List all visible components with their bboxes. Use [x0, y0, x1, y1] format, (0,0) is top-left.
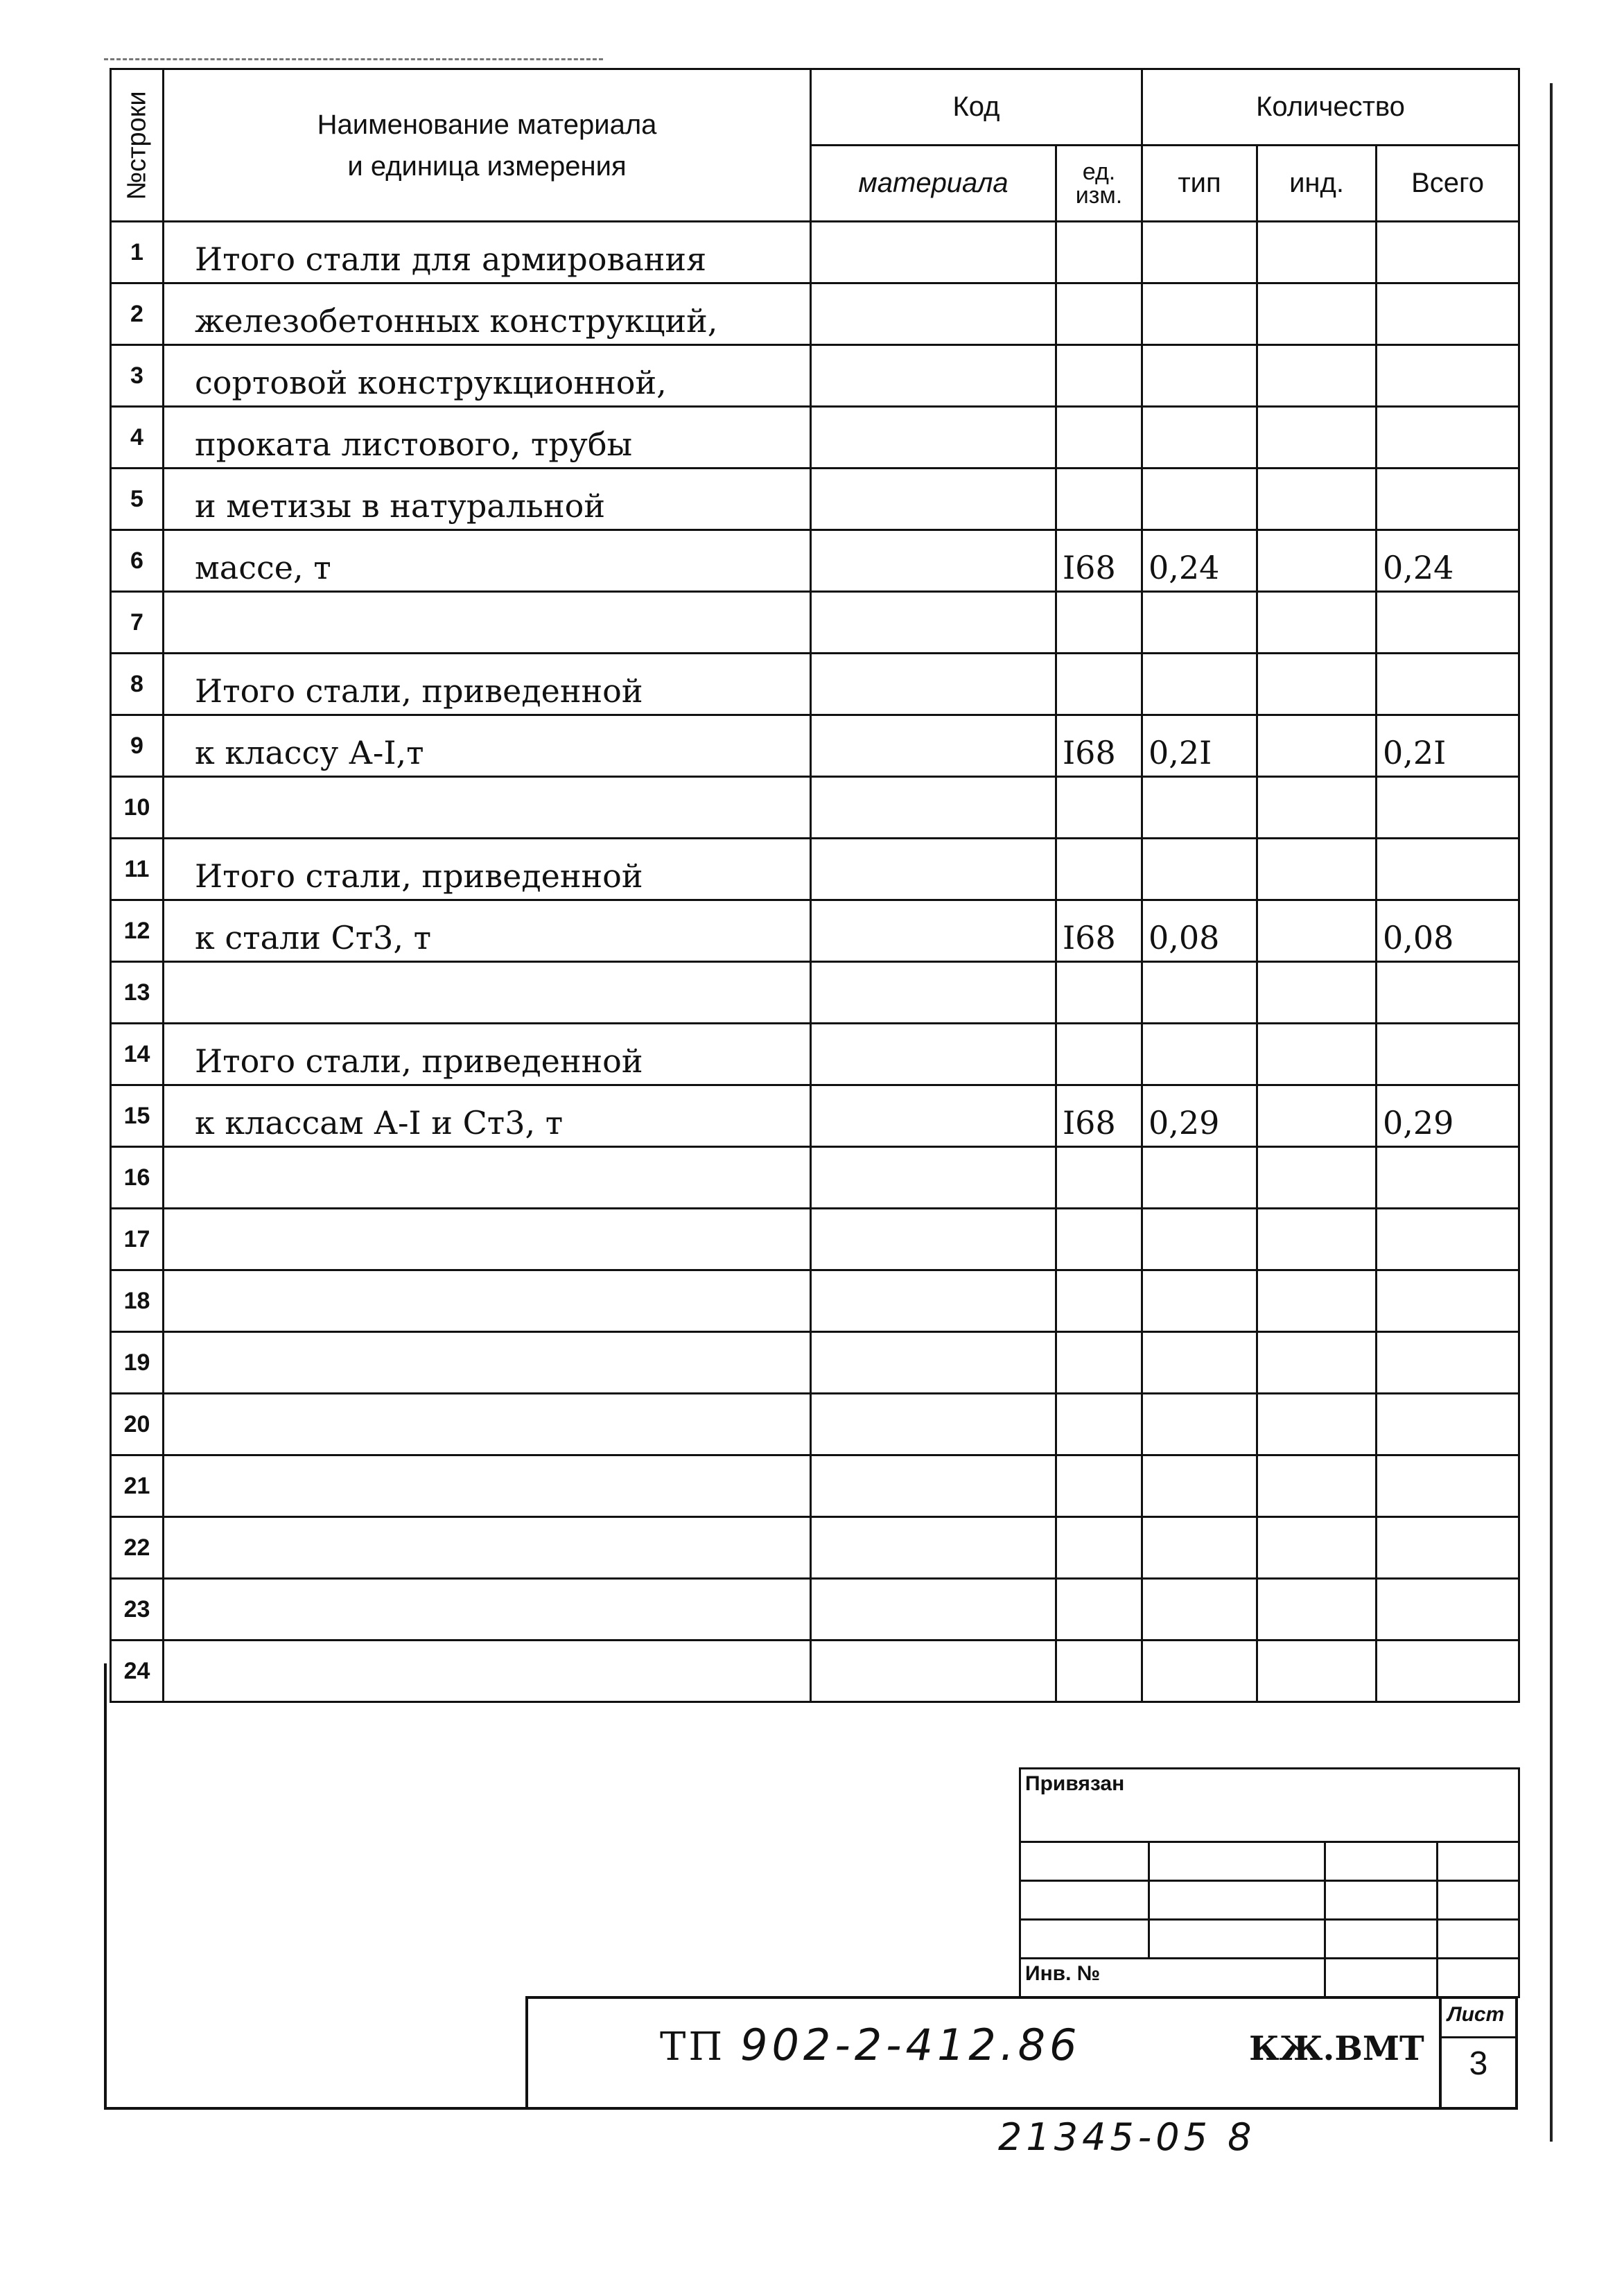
cell-material-code — [811, 407, 1056, 469]
cell-qty-type — [1142, 839, 1257, 900]
cell-material-code — [811, 530, 1056, 592]
cell-unit-code: I68 — [1056, 530, 1142, 592]
cell-qty-total — [1377, 1517, 1519, 1579]
table-row — [111, 1579, 1519, 1641]
header-code: Код — [811, 69, 1142, 146]
cell-row-number: 24 — [111, 1641, 164, 1702]
table-row — [111, 283, 1519, 345]
cell-material-code — [811, 1270, 1056, 1332]
table-row — [111, 900, 1519, 962]
cell-material-name: Итого стали, приведенной — [164, 1024, 811, 1085]
cell-row-number: 6 — [111, 530, 164, 592]
header-qty-individual: инд. — [1257, 146, 1377, 222]
cell-material-name — [164, 962, 811, 1024]
cell-qty-type — [1142, 592, 1257, 654]
table-row — [111, 962, 1519, 1024]
table-body — [111, 222, 1519, 1702]
cell-material-code — [811, 839, 1056, 900]
cell-qty-total — [1377, 1209, 1519, 1270]
table-row — [111, 654, 1519, 715]
cell-qty-individual — [1257, 1147, 1377, 1209]
cell-qty-individual — [1257, 1455, 1377, 1517]
cell-material-code — [811, 654, 1056, 715]
cell-unit-code — [1056, 1332, 1142, 1394]
cell-unit-code — [1056, 654, 1142, 715]
title-block — [525, 1996, 1518, 2110]
cell-qty-type — [1142, 1455, 1257, 1517]
header-unit-line1: ед. — [1082, 158, 1116, 185]
cell-material-name: к стали Ст3, т — [164, 900, 811, 962]
cell-material-name — [164, 1394, 811, 1455]
cell-material-code — [811, 1147, 1056, 1209]
cell-qty-total — [1377, 1455, 1519, 1517]
cell-material-code — [811, 777, 1056, 839]
cell-material-name — [164, 777, 811, 839]
binding-stamp — [1019, 1767, 1518, 1996]
header-unit-line2: изм. — [1075, 182, 1123, 209]
header-qty-type: тип — [1142, 146, 1257, 222]
cell-unit-code — [1056, 222, 1142, 283]
cell-material-code — [811, 469, 1056, 530]
cell-unit-code: I68 — [1056, 715, 1142, 777]
cell-material-name — [164, 1517, 811, 1579]
material-table — [110, 68, 1520, 1703]
table-row — [111, 777, 1519, 839]
top-scan-dashes — [104, 58, 603, 60]
header-qty-total: Всего — [1377, 146, 1519, 222]
cell-unit-code — [1056, 1579, 1142, 1641]
cell-material-name — [164, 1270, 811, 1332]
header-material-name — [164, 69, 811, 222]
cell-material-code — [811, 1209, 1056, 1270]
header-code-unit — [1056, 146, 1142, 222]
cell-qty-total — [1377, 592, 1519, 654]
cell-qty-total — [1377, 654, 1519, 715]
cell-qty-total — [1377, 777, 1519, 839]
cell-unit-code — [1056, 469, 1142, 530]
cell-qty-individual — [1257, 222, 1377, 283]
cell-unit-code — [1056, 1394, 1142, 1455]
stamp-grid — [1019, 1767, 1520, 1998]
cell-qty-individual — [1257, 1085, 1377, 1147]
cell-row-number: 22 — [111, 1517, 164, 1579]
cell-qty-type: 0,08 — [1142, 900, 1257, 962]
cell-qty-total — [1377, 1024, 1519, 1085]
cell-material-name: сортовой конструкционной, — [164, 345, 811, 407]
cell-qty-individual — [1257, 839, 1377, 900]
cell-unit-code — [1056, 1147, 1142, 1209]
table-row — [111, 1394, 1519, 1455]
cell-qty-total: 0,2I — [1377, 715, 1519, 777]
cell-material-name — [164, 1455, 811, 1517]
cell-qty-type: 0,29 — [1142, 1085, 1257, 1147]
header-name-line1: Наименование материала — [317, 109, 657, 140]
table-row — [111, 715, 1519, 777]
cell-row-number: 3 — [111, 345, 164, 407]
table-row — [111, 1024, 1519, 1085]
cell-unit-code — [1056, 1209, 1142, 1270]
cell-row-number: 16 — [111, 1147, 164, 1209]
cell-row-number: 14 — [111, 1024, 164, 1085]
cell-qty-total — [1377, 1579, 1519, 1641]
cell-qty-total — [1377, 407, 1519, 469]
cell-material-name — [164, 1147, 811, 1209]
table-row — [111, 1085, 1519, 1147]
cell-row-number: 15 — [111, 1085, 164, 1147]
right-margin-line — [1550, 83, 1553, 2142]
cell-qty-total — [1377, 345, 1519, 407]
cell-unit-code: I68 — [1056, 900, 1142, 962]
cell-material-name: массе, т — [164, 530, 811, 592]
cell-qty-type: 0,24 — [1142, 530, 1257, 592]
document-code — [660, 2020, 1081, 2070]
cell-qty-individual — [1257, 900, 1377, 962]
cell-qty-individual — [1257, 283, 1377, 345]
cell-unit-code: I68 — [1056, 1085, 1142, 1147]
cell-qty-total — [1377, 222, 1519, 283]
cell-row-number: 7 — [111, 592, 164, 654]
cell-material-name: проката листового, трубы — [164, 407, 811, 469]
cell-row-number: 19 — [111, 1332, 164, 1394]
cell-qty-total — [1377, 469, 1519, 530]
document-mark: КЖ.ВМТ — [1249, 2029, 1424, 2068]
cell-qty-type — [1142, 777, 1257, 839]
cell-qty-type — [1142, 222, 1257, 283]
cell-material-code — [811, 900, 1056, 962]
cell-qty-total — [1377, 1147, 1519, 1209]
table-row — [111, 1147, 1519, 1209]
sheet-label: Лист — [1447, 2003, 1505, 2026]
table-row — [111, 1270, 1519, 1332]
cell-qty-individual — [1257, 777, 1377, 839]
cell-unit-code — [1056, 592, 1142, 654]
cell-qty-type — [1142, 1024, 1257, 1085]
cell-qty-individual — [1257, 715, 1377, 777]
cell-unit-code — [1056, 1024, 1142, 1085]
table-row — [111, 592, 1519, 654]
table-row — [111, 222, 1519, 283]
cell-qty-type — [1142, 654, 1257, 715]
cell-qty-individual — [1257, 1024, 1377, 1085]
cell-material-code — [811, 1024, 1056, 1085]
cell-qty-individual — [1257, 469, 1377, 530]
header-name-line2: и единица измерения — [347, 150, 627, 182]
cell-material-code — [811, 222, 1056, 283]
cell-qty-total: 0,29 — [1377, 1085, 1519, 1147]
cell-material-name: железобетонных конструкций, — [164, 283, 811, 345]
cell-unit-code — [1056, 839, 1142, 900]
cell-unit-code — [1056, 1270, 1142, 1332]
cell-qty-type — [1142, 1517, 1257, 1579]
cell-unit-code — [1056, 1517, 1142, 1579]
archive-number: 21345-05 8 — [998, 2115, 1256, 2159]
cell-qty-individual — [1257, 1270, 1377, 1332]
cell-qty-total — [1377, 962, 1519, 1024]
cell-qty-total — [1377, 1332, 1519, 1394]
cell-qty-type — [1142, 962, 1257, 1024]
cell-unit-code — [1056, 1455, 1142, 1517]
cell-material-code — [811, 592, 1056, 654]
cell-material-code — [811, 715, 1056, 777]
cell-material-name — [164, 1332, 811, 1394]
cell-row-number: 11 — [111, 839, 164, 900]
cell-material-code — [811, 283, 1056, 345]
cell-qty-total: 0,24 — [1377, 530, 1519, 592]
cell-material-name: к классу А-I,т — [164, 715, 811, 777]
cell-unit-code — [1056, 407, 1142, 469]
cell-row-number: 23 — [111, 1579, 164, 1641]
cell-row-number: 9 — [111, 715, 164, 777]
cell-unit-code — [1056, 345, 1142, 407]
sheet-box — [1439, 1999, 1515, 2110]
cell-material-code — [811, 1455, 1056, 1517]
table-row — [111, 1332, 1519, 1394]
cell-qty-total — [1377, 283, 1519, 345]
cell-material-name — [164, 592, 811, 654]
table-row — [111, 407, 1519, 469]
cell-qty-type — [1142, 1579, 1257, 1641]
document-code-number: 902-2-412.86 — [740, 2020, 1081, 2070]
cell-material-name: к классам А-I и Ст3, т — [164, 1085, 811, 1147]
sheet-number: 3 — [1469, 2045, 1488, 2082]
cell-material-code — [811, 345, 1056, 407]
stamp-attached: Привязан — [1020, 1769, 1519, 1842]
cell-row-number: 18 — [111, 1270, 164, 1332]
cell-material-code — [811, 1332, 1056, 1394]
cell-qty-total — [1377, 839, 1519, 900]
header-quantity: Количество — [1142, 69, 1519, 146]
cell-qty-total: 0,08 — [1377, 900, 1519, 962]
cell-qty-type — [1142, 1270, 1257, 1332]
table-row — [111, 1517, 1519, 1579]
cell-qty-individual — [1257, 1332, 1377, 1394]
cell-qty-individual — [1257, 1394, 1377, 1455]
cell-row-number: 4 — [111, 407, 164, 469]
cell-qty-type — [1142, 469, 1257, 530]
cell-row-number: 17 — [111, 1209, 164, 1270]
cell-qty-type — [1142, 345, 1257, 407]
sheet-divider — [1442, 2036, 1515, 2038]
cell-material-code — [811, 1517, 1056, 1579]
table-row — [111, 1209, 1519, 1270]
header-code-material: материала — [811, 146, 1056, 222]
cell-qty-individual — [1257, 530, 1377, 592]
cell-qty-individual — [1257, 1209, 1377, 1270]
cell-row-number: 2 — [111, 283, 164, 345]
table-row — [111, 469, 1519, 530]
cell-material-name: и метизы в натуральной — [164, 469, 811, 530]
cell-material-code — [811, 1394, 1056, 1455]
cell-qty-type — [1142, 283, 1257, 345]
cell-material-name — [164, 1579, 811, 1641]
cell-material-code — [811, 1579, 1056, 1641]
cell-qty-type: 0,2I — [1142, 715, 1257, 777]
cell-material-code — [811, 962, 1056, 1024]
cell-qty-type — [1142, 1394, 1257, 1455]
cell-unit-code — [1056, 962, 1142, 1024]
cell-row-number: 5 — [111, 469, 164, 530]
table-row — [111, 1455, 1519, 1517]
cell-qty-type — [1142, 1332, 1257, 1394]
header-row-number-text: №строки — [122, 90, 151, 200]
cell-row-number: 10 — [111, 777, 164, 839]
cell-unit-code — [1056, 283, 1142, 345]
cell-qty-individual — [1257, 1579, 1377, 1641]
table-row — [111, 345, 1519, 407]
cell-qty-individual — [1257, 407, 1377, 469]
cell-row-number: 21 — [111, 1455, 164, 1517]
table-row — [111, 839, 1519, 900]
cell-qty-type — [1142, 407, 1257, 469]
cell-material-name: Итого стали для армирования — [164, 222, 811, 283]
cell-material-name: Итого стали, приведенной — [164, 654, 811, 715]
cell-qty-individual — [1257, 1517, 1377, 1579]
cell-row-number: 12 — [111, 900, 164, 962]
cell-row-number: 8 — [111, 654, 164, 715]
cell-qty-individual — [1257, 592, 1377, 654]
cell-qty-type — [1142, 1147, 1257, 1209]
cell-qty-total — [1377, 1270, 1519, 1332]
document-code-prefix: ТП — [660, 2024, 726, 2070]
cell-row-number: 20 — [111, 1394, 164, 1455]
cell-qty-individual — [1257, 962, 1377, 1024]
cell-unit-code — [1056, 777, 1142, 839]
cell-material-name — [164, 1209, 811, 1270]
cell-row-number: 13 — [111, 962, 164, 1024]
cell-row-number: 1 — [111, 222, 164, 283]
cell-material-code — [811, 1085, 1056, 1147]
stamp-inventory-no: Инв. № — [1020, 1959, 1325, 1997]
cell-qty-individual — [1257, 654, 1377, 715]
cell-material-name: Итого стали, приведенной — [164, 839, 811, 900]
cell-qty-individual — [1257, 345, 1377, 407]
cell-qty-total — [1377, 1394, 1519, 1455]
cell-qty-type — [1142, 1209, 1257, 1270]
header-row-number — [111, 69, 164, 222]
table-row — [111, 530, 1519, 592]
